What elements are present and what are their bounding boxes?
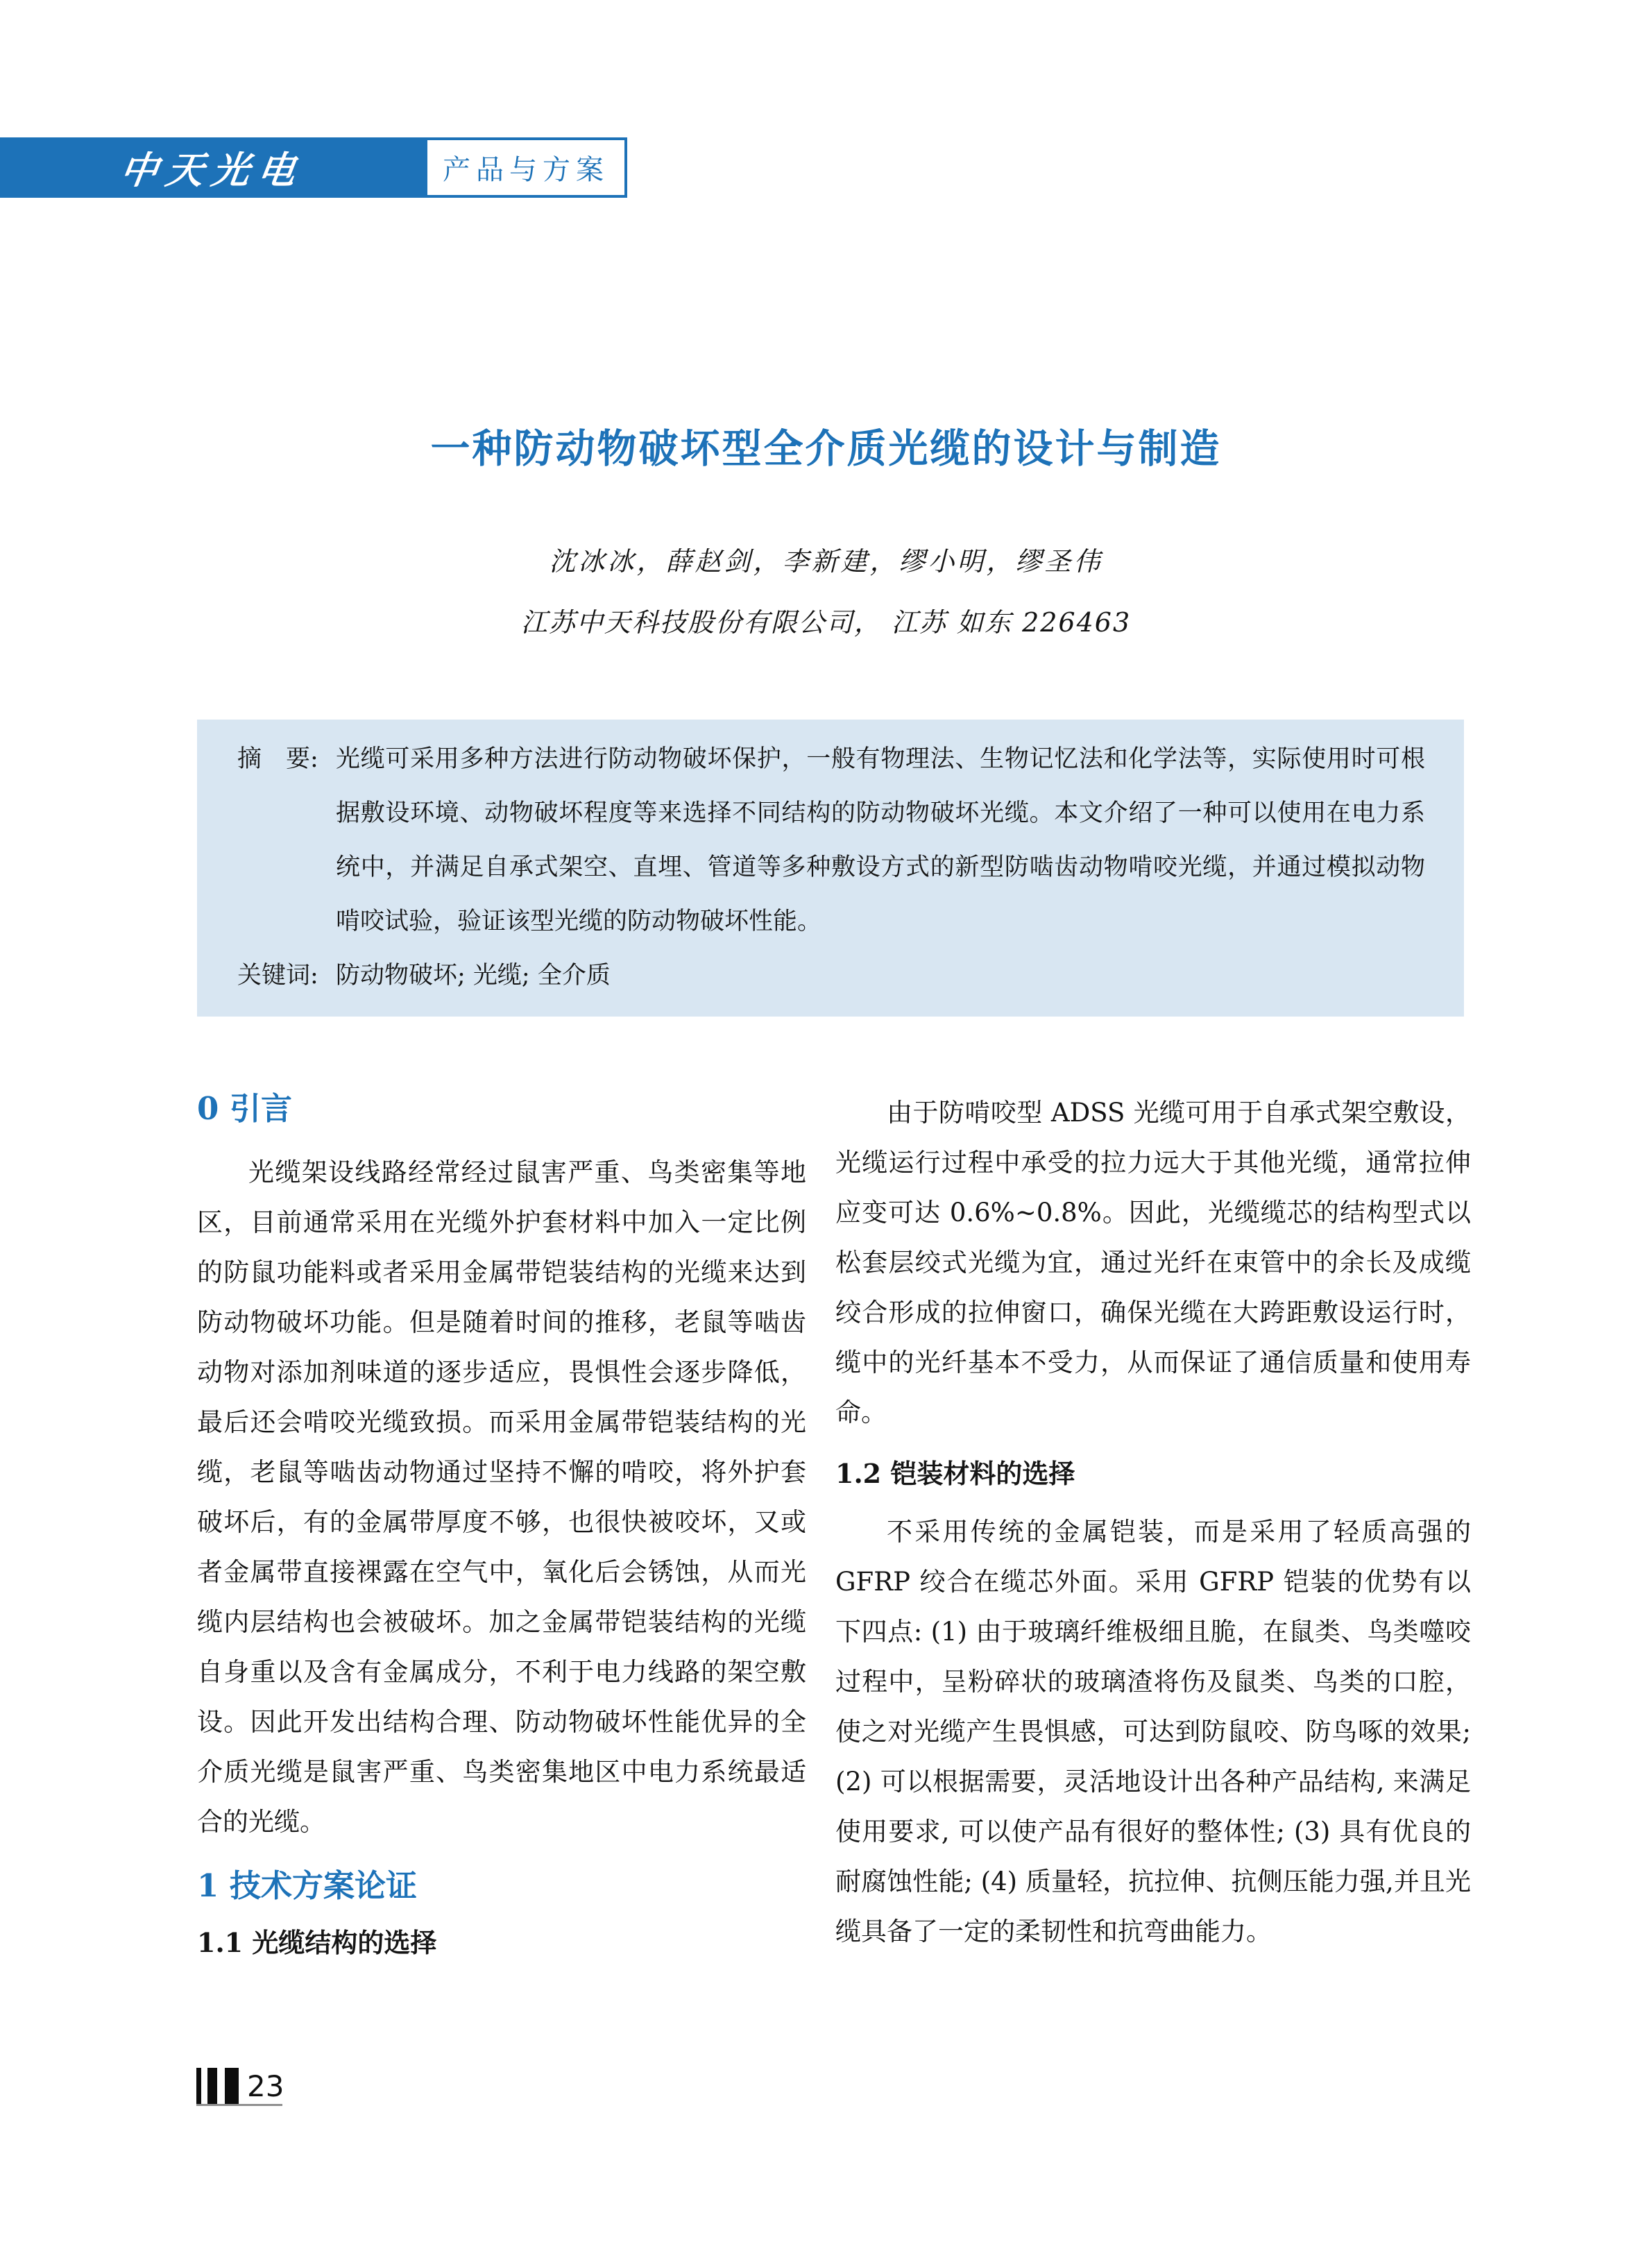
product-tag-label: 产品与方案 bbox=[443, 154, 609, 186]
affiliation-line: 江苏中天科技股份有限公司， 江苏 如东 226463 bbox=[520, 607, 1132, 638]
bar-medium bbox=[207, 2068, 217, 2104]
header-bar bbox=[0, 137, 425, 198]
right-column bbox=[835, 1088, 1471, 1976]
intro-paragraph: 光缆架设线路经常经过鼠害严重、鸟类密集等地区，目前通常采用在光缆外护套材料中加入一定比例的防鼠功能料或者采用金属带铠装结构的光缆来达到防动物破坏功能。但是随着时间的推移，老鼠等啮齿动物对添加剂味道的逐步适应，畏惧性会逐步降低，最后还会啃咬光缆致损。而采用金属带铠装结构的光缆，老鼠等啮齿动物通过坚持不懈的啃咬，将外护套破坏后，有的金属带厚度不够，也很快被咬坏，又或者金属带直接裸露在空气中，氧化后会锈蚀，从而光缆内层结构也会被破坏。加之金属带铠装结构的光缆自身重以及含有金属成分，不利于电力线路的架空敷设。因此开发出结构合理、防动物破坏性能优异的全介质光缆是鼠害严重、鸟类密集地区中电力系统最适合的光缆。 bbox=[197, 1157, 806, 1837]
authors-line: 沈冰冰，薛赵剑，李新建，缪小明，缪圣伟 bbox=[549, 546, 1103, 577]
tech-heading: 1 技术方案论证 bbox=[197, 1867, 417, 1904]
keywords-label: 关键词: bbox=[237, 962, 318, 990]
abstract-label: 摘 要: bbox=[237, 745, 318, 773]
body-columns bbox=[197, 1088, 1471, 1976]
bar-thin bbox=[196, 2068, 201, 2104]
abstract-row bbox=[237, 732, 1425, 949]
section-1-1-heading: 1.1 光缆结构的选择 bbox=[197, 1927, 437, 1958]
abstract-text: 光缆可采用多种方法进行防动物破坏保护，一般有物理法、生物记忆法和化学法等，实际使用时可根据敷设环境、动物破坏程度等来选择不同结构的防动物破坏光缆。本文介绍了一种可以使用在电力系统中，并满足自承式架空、直埋、管道等多种敷设方式的新型防啮齿动物啃咬光缆，并通过模拟动物啃咬试验，验证该型光缆的防动物破坏性能。 bbox=[336, 745, 1425, 935]
footer-rule bbox=[196, 2104, 282, 2106]
logo-text: 中天光电 bbox=[117, 148, 307, 192]
abstract-box bbox=[197, 720, 1464, 1017]
bar-thick bbox=[225, 2068, 239, 2104]
footer-bars-icon bbox=[196, 2068, 239, 2104]
armor-paragraph: 不采用传统的金属铠装，而是采用了轻质高强的 GFRP 绞合在缆芯外面。采用 GFRP 铠装的优势有以下四点: (1) 由于玻璃纤维极细且脆，在鼠类、鸟类噬咬过程中，呈粉碎状的玻璃渣将伤及鼠类、鸟类的口腔，使之对光缆产生畏惧感，可达到防鼠咬、防鸟啄的效果; (2) 可以根据需要，灵活地设计出各种产品结构, 来满足使用要求, 可以使产品有很好的整体性; (3) 具有优良的耐腐蚀性能; (4) 质量轻，抗拉伸、抗侧压能力强,并且光缆具备了一定的柔韧性和抗弯曲能力。 bbox=[835, 1517, 1471, 1946]
keywords-row bbox=[237, 949, 1425, 1003]
page-footer bbox=[196, 2068, 284, 2106]
keywords-text: 防动物破坏; 光缆; 全介质 bbox=[336, 962, 611, 990]
article-title: 一种防动物破坏型全介质光缆的设计与制造 bbox=[430, 425, 1222, 472]
footer-row bbox=[196, 2068, 284, 2104]
intro-heading: 0 引言 bbox=[197, 1090, 292, 1127]
section-1-2-heading: 1.2 铠装材料的选择 bbox=[835, 1458, 1075, 1489]
cable-structure-paragraph: 由于防啃咬型 ADSS 光缆可用于自承式架空敷设，光缆运行过程中承受的拉力远大于其他光缆，通常拉伸应变可达 0.6%~0.8%。因此，光缆缆芯的结构型式以松套层绞式光缆为宜，通过光纤在束管中的余长及成缆绞合形成的拉伸窗口，确保光缆在大跨距敷设运行时，缆中的光纤基本不受力，从而保证了通信质量和使用寿命。 bbox=[835, 1098, 1471, 1427]
left-column bbox=[197, 1088, 806, 1976]
page-number: 23 bbox=[247, 2069, 284, 2103]
product-tag-box bbox=[425, 137, 627, 198]
